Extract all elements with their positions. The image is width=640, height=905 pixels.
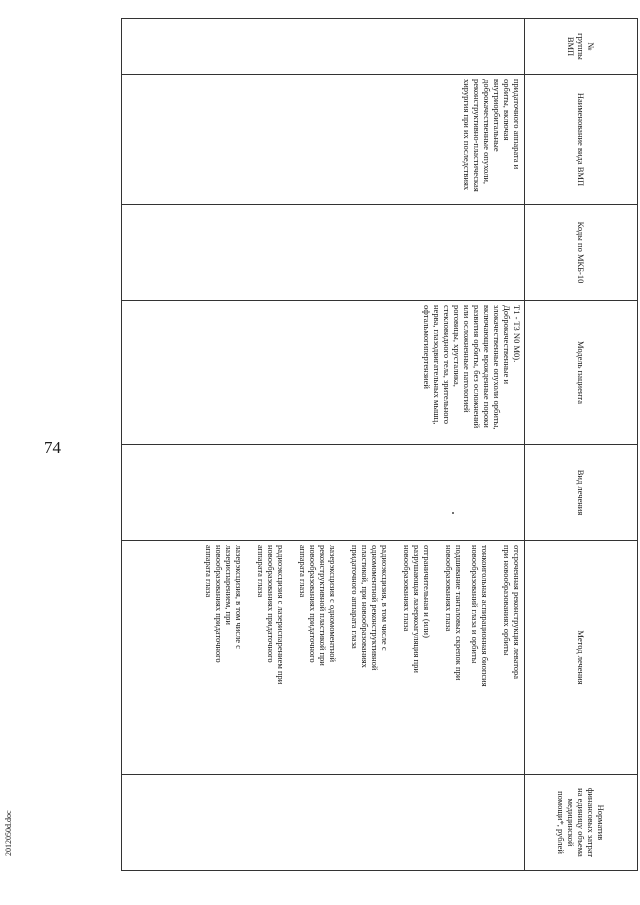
- method-item: подшивание танталовых скрепок при новообразованиях глаза: [444, 545, 464, 681]
- table-row: [122, 19, 525, 871]
- vmp-table: [121, 18, 638, 871]
- cell-patient-model: T1 - T3 N0 M0). Доброкачественные и злокачественные опухоли орбиты, включающие врожденные пороки развития орбиты, без осложнений или осложненные патологией роговицы, хрусталика, стекловидного тела, зрительного нерва, глазодвигательных мышц, офтальмогипертензией: [122, 301, 525, 445]
- method-item: отграничительная и (или) разрушающая лазеркоагуляция при новообразованиях глаза: [402, 545, 432, 673]
- cell-icd-codes: [122, 205, 525, 301]
- cell-treatment-type: [122, 445, 525, 541]
- method-item: радиоэксцизия, в том числе с одномоментной реконструктивной пластикой, при новообразованиях придаточного аппарата глаза: [350, 545, 390, 671]
- method-item: радиоэксцизия с лазериспарением при новообразованиях придаточного аппарата глаза: [256, 545, 286, 685]
- cell-treatment-methods: [122, 541, 525, 775]
- header-cost-standard: Норматив финансовых затрат на единицу объема медицинской помощи*, рублей: [525, 775, 638, 871]
- method-item: лазерэксцизия с одномоментной реконструктивной пластикой при новообразованиях придаточного аппарата глаза: [298, 545, 338, 666]
- cell-group-number: [122, 19, 525, 75]
- method-item: тонкоигольная аспирационная биопсия новообразований глаза и орбиты: [470, 545, 490, 687]
- header-patient-model: Модель пациента: [525, 301, 638, 445]
- header-treatment-method: Метод лечения: [525, 541, 638, 775]
- page-number: 74: [44, 438, 61, 457]
- header-icd-codes: Коды по МКБ-10: [525, 205, 638, 301]
- rotated-table-container: [118, 18, 638, 870]
- header-vmp-name: Наименование вида ВМП: [525, 75, 638, 205]
- table-header-row: [525, 19, 638, 871]
- header-group-number: № группы ВМП: [525, 19, 638, 75]
- method-item: лазерэксцизия, в том числе с лазериспарением, при новообразованиях придаточного аппарата глаза: [204, 545, 244, 663]
- method-item: отсроченная реконструкция леватора при новообразованиях орбиты: [502, 545, 522, 680]
- header-treatment-type: Вид лечения: [525, 445, 638, 541]
- cell-vmp-name: придаточного аппарата и орбиты, включая внутриорбитальные доброкачественные опухоли, реконструктивно-пластическая хирургия при их последствиях: [122, 75, 525, 205]
- document-filename: 2012050d.doc: [4, 810, 13, 856]
- cell-cost-standard: [122, 775, 525, 871]
